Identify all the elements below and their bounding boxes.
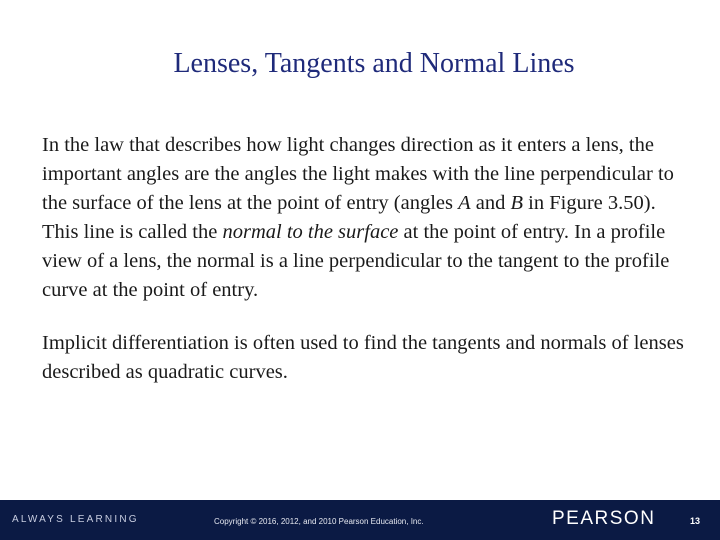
- copyright-notice: Copyright © 2016, 2012, and 2010 Pearson Education, Inc.: [214, 517, 424, 526]
- paragraph-1: [42, 131, 692, 305]
- page-number: 13: [690, 516, 701, 526]
- normal-to-surface-term: normal to the surface: [222, 221, 399, 243]
- footer-bar: [0, 500, 720, 540]
- paragraph-1-text-4: at the point of entry. In a profile view of a lens, the normal is a line perpendicular to the tangent to the profile curve at the point of entry.: [42, 221, 670, 301]
- always-learning-tagline: ALWAYS LEARNING: [12, 514, 139, 525]
- paragraph-1-text-1: In the law that describes how light changes direction as it enters a lens, the important angles are the angles the light makes with the line perpendicular to the surface of the lens at the point of entry (angles: [42, 134, 674, 214]
- angle-b-label: B: [510, 192, 524, 214]
- angle-a-label: A: [458, 192, 471, 214]
- paragraph-1-text-2: and: [470, 192, 511, 214]
- slide-title: Lenses, Tangents and Normal Lines: [173, 48, 575, 79]
- paragraph-2: Implicit differentiation is often used to find the tangents and normals of lenses described as quadratic curves.: [42, 332, 684, 383]
- pearson-logo: PEARSON: [552, 508, 656, 529]
- slide-body: [42, 131, 692, 387]
- paragraph-1-text-3: in Figure 3.50). This line is called the: [42, 192, 656, 243]
